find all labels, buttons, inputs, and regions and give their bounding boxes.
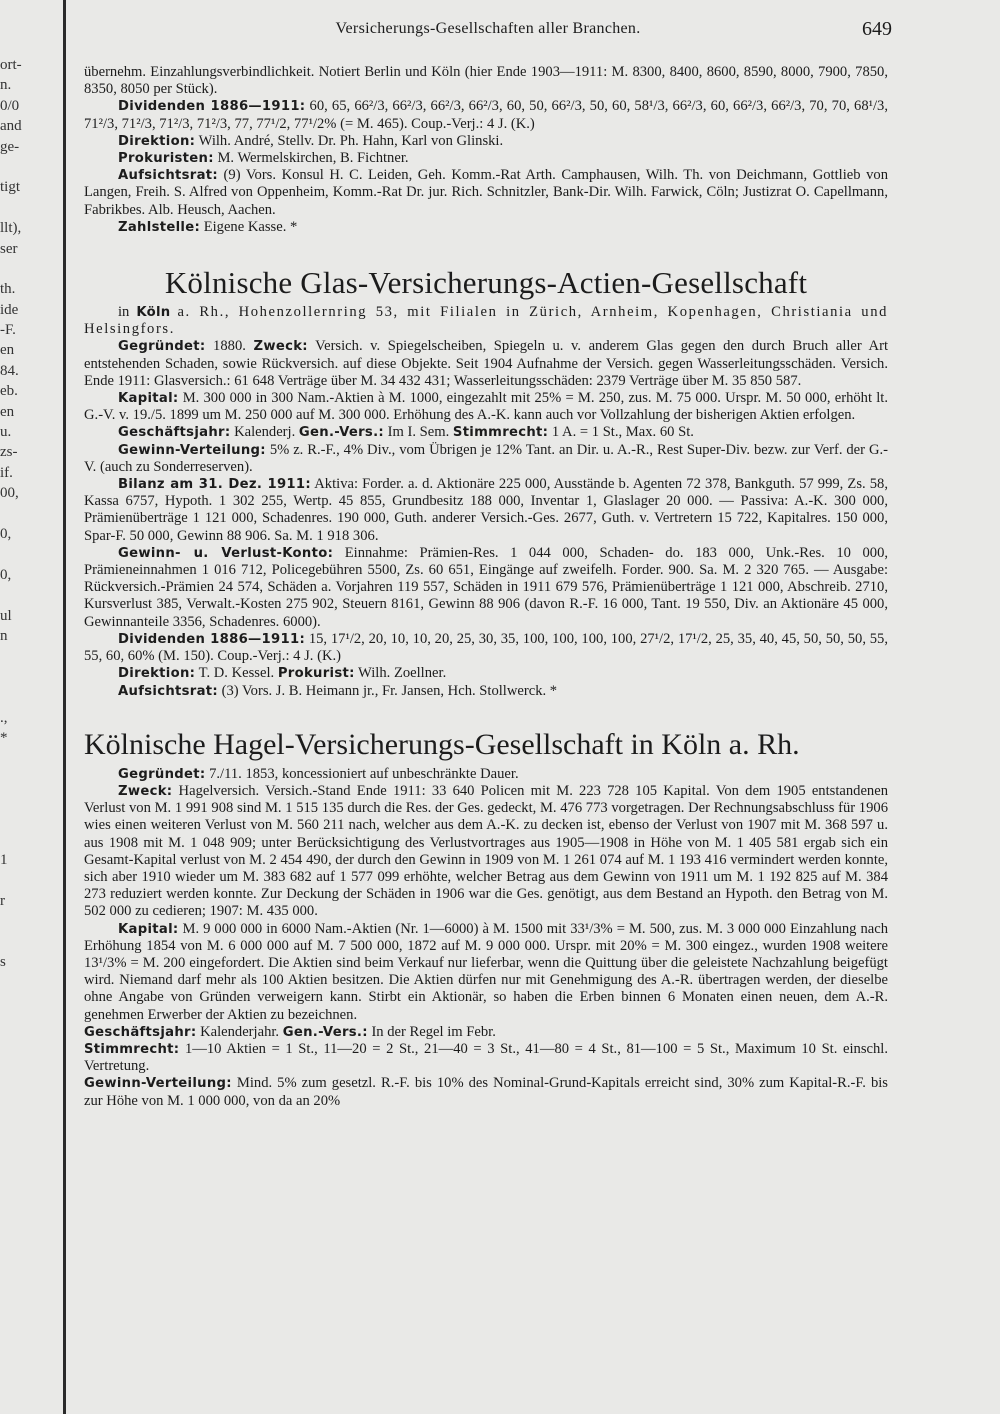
- margin-fragment: 0,: [0, 566, 12, 583]
- hagel-entry-title: Kölnische Hagel-Versicherungs-Gesellschaft in Köln a. Rh.: [84, 727, 800, 761]
- label-kapital: Kapital:: [118, 921, 179, 937]
- hagel-stimmrecht: [84, 1041, 888, 1075]
- page-number: 649: [862, 18, 892, 40]
- glas-guv: [84, 545, 888, 631]
- margin-fragment: [0, 585, 64, 605]
- glas-entry-title: Kölnische Glas-Versicherungs-Actien-Gesellschaft: [164, 265, 808, 301]
- prev-aufsichtsrat: [84, 167, 888, 219]
- label-gewinnverteilung: Gewinn-Verteilung:: [84, 1076, 232, 1092]
- margin-fragment: s: [0, 954, 6, 971]
- margin-fragment: ul: [0, 607, 12, 624]
- hagel-kap-text: M. 9 000 000 in 6000 Nam.-Aktien (Nr. 1—6000) à M. 1500 mit 33¹/3% = M. 500, zus. M. 3 000 000 Einzahlung nach Erhöhung 1854 von M. 6 000 000 auf M. 7 500 000, 1872 auf M. 9 000 000. Urspr. mit 20% = M. 300 eingez., wurden 1908 weitere 13¹/3% = M. 200 eingefordert. Die Aktien sind beim Verkauf nur lieferbar, wenn die Quittung über die geleistete Nachzahlung beigefügt wird. Niemand darf mehr als 100 Aktien besitzen. Die Aktien dürfen nur mit Genehmigung des A.-R. übertragen werden, der dieselbe ohne Angabe von Gründen verweigern kann. Stirbt ein Aktionär, so haben die Erben binnen 6 Monaten einen neuen, dem A.-R. genehmen Erwerber der Aktien zu bezeichnen.: [84, 920, 888, 1023]
- margin-fragment: n.: [0, 77, 12, 94]
- label-prokurist: Prokurist:: [277, 666, 355, 682]
- margin-fragment: llt),: [0, 220, 22, 237]
- label-dividenden: Dividenden 1886—1911:: [118, 631, 306, 647]
- label-direktion: Direktion:: [118, 133, 196, 149]
- hagel-gewinnverteilung: [84, 1075, 888, 1109]
- glas-kapital-text: M. 300 000 in 300 Nam.-Aktien à M. 1000, eingezahlt mit 25% = M. 250, zus. M. 75 000. Urspr. M. 50 000, erhöht lt. G.-V. v. 19./5. 1899 um M. 250 000 auf M. 300 000. Erhöhung des A.-K. kann auch vor Vollzahlung der bisherigen Aktien erfolgen.: [84, 390, 888, 424]
- glas-aufsichtsrat: [84, 683, 888, 700]
- hagel-kapital: [84, 921, 888, 1024]
- margin-fragment: [0, 198, 64, 218]
- margin-fragment: [0, 789, 64, 809]
- text-column: [84, 64, 888, 1110]
- glas-st-text: 1 A. = 1 St., Max. 60 St.: [551, 424, 694, 441]
- margin-fragment: en: [0, 403, 15, 420]
- glas-div-text: 15, 17¹/2, 20, 10, 10, 20, 25, 30, 35, 100, 100, 100, 100, 27¹/2, 17¹/2, 25, 35, 40, 45, 50, 50, 50, 55, 55, 60, 60% (M. 150). Coup.-Verj.: 4 J. (K.): [84, 630, 888, 665]
- margin-fragment: ide: [0, 301, 19, 318]
- glas-gj-text: Kalenderj.: [234, 424, 296, 441]
- prev-prokuristen: [84, 150, 888, 167]
- margin-fragment: u.: [0, 424, 12, 441]
- label-guv: Gewinn- u. Verlust-Konto:: [118, 545, 334, 561]
- glas-loc-pre: in: [118, 304, 130, 321]
- glas-dividenden: [84, 631, 888, 665]
- prev-dividends: [84, 98, 888, 132]
- prev-entry-paragraph: übernehm. Einzahlungsverbindlichkeit. Notiert Berlin und Köln (hier Ende 1903—1911: M. 8300, 8400, 8600, 8590, 8000, 7900, 7850, 8350, 8050 per Stück).: [84, 64, 888, 98]
- label-kapital: Kapital:: [118, 391, 179, 407]
- label-dividends: Dividenden 1886—1911:: [118, 99, 306, 115]
- margin-fragment: [0, 259, 64, 279]
- label-direktion: Direktion:: [118, 666, 196, 682]
- label-zahlstelle: Zahlstelle:: [118, 219, 201, 235]
- hagel-geschaeftsjahr: [84, 1024, 888, 1041]
- glas-ar-text: (3) Vors. J. B. Heimann jr., Fr. Jansen, Hch. Stollwerck. *: [221, 682, 558, 699]
- margin-fragment: [0, 871, 64, 891]
- glas-gewinnverteilung: [84, 442, 888, 476]
- glas-gw-text: 5% z. R.-F., 4% Div., vom Übrigen je 12% Tant. an Dir. u. A.-R., Rest Super-Div. bezw. zur Verf. der G.-V. (auch zu Sonderreserven).: [84, 441, 888, 475]
- glas-bilanz: [84, 476, 888, 545]
- margin-fragment: 84.: [0, 362, 19, 379]
- label-aufsichtsrat: Aufsichtsrat:: [118, 168, 218, 184]
- glas-kapital: [84, 390, 888, 424]
- glas-zweck-text: Versich. v. Spiegelscheiben, Spiegeln u. v. anderem Glas gegen den durch Bruch aller Art entstehenden Schaden, sowie Rückversich. auf diese Objekte. Seit 1904 Aufnahme der Versich. gegen Wasserleitungsschäden. Versich. Ende 1911: Glasversich.: 61 648 Verträge über M. 34 432 431; Wasserleitungsschäden: 2379 Verträge über M. 35 850 587.: [84, 338, 888, 389]
- label-zweck: Zweck:: [118, 783, 173, 799]
- margin-fragment: [0, 769, 64, 789]
- glas-geschaeftsjahr: [84, 424, 888, 441]
- margin-fragment: [0, 911, 64, 931]
- prev-dividends-text: 60, 65, 66²/3, 66²/3, 66²/3, 66²/3, 60, 50, 66²/3, 50, 60, 58¹/3, 66²/3, 60, 66²/3, 66²/3, 70, 70, 68¹/3, 71²/3, 71²/3, 71²/3, 71²/3, 77, 77¹/2, 77¹/2% (= M. 465). Coup.-Verj.: 4 J. (K.): [84, 98, 889, 132]
- glas-gegruendet-text: 1880.: [213, 338, 246, 355]
- margin-fragment: tigt: [0, 179, 21, 196]
- margin-fragment: ort-: [0, 57, 22, 73]
- prev-prokuristen-text: M. Wermelskirchen, B. Fichtner.: [217, 150, 409, 167]
- hagel-zweck-text: Hagelversich. Versich.-Stand Ende 1911: 33 640 Policen mit M. 223 728 105 Kapital. Von dem 1905 entstandenen Verlust von M. 1 991 908 sind M. 1 515 135 durch die Res. der Ges. gedeckt, M. 476 773 vorgetragen. Der Rechnungsabschluss für 1906 wies einen weiteren Verlust von M. 560 211 nach, welcher aus dem A.-K. zu decken ist, ebenso der Verlust von 1907 mit M. 368 597 u. aus 1908 mit M. 1 048 909; unter Berücksichtigung des Verlustvortrages aus 1905—1908 in Höhe von M. 1 405 581 ergab sich ein Gesamt-Kapital verlust von M. 2 454 490, der durch den Gewinn in 1909 von M. 1 261 074 auf M. 1 193 416 vermindert werden konnte, sich aber 1910 wieder um M. 383 682 auf 1 577 099 erhöhte, welcher Betrag aus dem Gewinn von 1911 um M. 1 192 825 auf M. 384 273 reduziert werden konnte. Zur Deckung der Schäden in 1906 war die Ges. genötigt, aus dem Bestand an Hypoth. den Betrag von M. 502 000 zu cedieren; 1907: M. 435 000.: [84, 782, 888, 920]
- label-gegruendet: Gegründet:: [118, 766, 206, 782]
- margin-fragment: 00,: [0, 485, 19, 502]
- glas-gegruendet: [84, 338, 888, 390]
- margin-fragment: and: [0, 118, 22, 135]
- label-gegruendet: Gegründet:: [118, 339, 206, 355]
- margin-fragment: [0, 687, 64, 707]
- hagel-gv-text: In der Regel im Febr.: [371, 1023, 496, 1040]
- label-stimmrecht: Stimmrecht:: [84, 1041, 180, 1057]
- margin-fragment: [0, 932, 64, 952]
- page-gutter-rule: [63, 0, 66, 1414]
- margin-fragment: th.: [0, 281, 16, 298]
- label-genvers: Gen.-Vers.:: [298, 425, 384, 441]
- glas-dir-text: T. D. Kessel.: [198, 665, 275, 682]
- glas-direktion: [84, 665, 888, 682]
- prev-zahlstelle-text: Eigene Kasse. *: [203, 218, 298, 235]
- margin-fragment: r: [0, 893, 5, 910]
- left-margin-fragments: [0, 55, 64, 973]
- margin-fragment: 0,: [0, 525, 12, 542]
- prev-zahlstelle: [84, 219, 888, 236]
- margin-fragment: [0, 748, 64, 768]
- hagel-gj-text: Kalenderjahr.: [200, 1023, 280, 1040]
- margin-fragment: n: [0, 627, 8, 644]
- running-header: Versicherungs-Gesellschaften aller Branchen.: [335, 20, 641, 37]
- glas-bilanz-text: Aktiva: Forder. a. d. Aktionäre 225 000, Ausstände b. Agenten 72 378, Bankguth. 57 999, Zs. 58, Kassa 6757, Hypoth. 1 302 255, Wertp. 45 855, Grundbesitz 188 000, Inventar 1, Glaslager 20 000. — Passiva: A.-K. 300 000, Prämienüberträge 1 121 000, Schadenres. 190 000, Guth. anderer Versich.-Ges. 2677, Guth. v. Vertretern 15 722, Kapitalres. 150 000, Spar-F. 50 000, Gewinn 88 906. Sa. M. 1 918 306.: [84, 476, 889, 544]
- glas-loc-text: a. Rh., Hohenzollernring 53, mit Filialen in Zürich, Arnheim, Kopenhagen, Christiania und Helsingfors.: [84, 304, 888, 338]
- margin-fragment: en: [0, 342, 15, 359]
- margin-fragment: ge-: [0, 138, 20, 155]
- label-geschaeftsjahr: Geschäftsjahr:: [118, 425, 231, 441]
- label-genvers: Gen.-Vers.:: [282, 1024, 368, 1040]
- label-geschaeftsjahr: Geschäftsjahr:: [84, 1024, 197, 1040]
- margin-fragment: zs-: [0, 444, 18, 461]
- glas-loc-city: Köln: [136, 305, 171, 321]
- margin-fragment: *: [0, 729, 8, 746]
- label-prokuristen: Prokuristen:: [118, 151, 214, 167]
- margin-fragment: [0, 667, 64, 687]
- margin-fragment: [0, 157, 64, 177]
- glas-gv-text: Im I. Sem.: [387, 424, 450, 441]
- prev-direktion: [84, 133, 888, 150]
- margin-fragment: 1: [0, 852, 8, 869]
- margin-fragment: .,: [0, 709, 8, 726]
- margin-fragment: [0, 646, 64, 666]
- label-aufsichtsrat: Aufsichtsrat:: [118, 683, 218, 699]
- label-gewinnverteilung: Gewinn-Verteilung:: [118, 442, 266, 458]
- label-zweck: Zweck:: [253, 339, 308, 355]
- prev-direktion-text: Wilh. André, Stellv. Dr. Ph. Hahn, Karl von Glinski.: [198, 132, 504, 149]
- hagel-gw-text: Mind. 5% zum gesetzl. R.-F. bis 10% des Nominal-Grund-Kapitals erreicht sind, 30% zum Kapital-R.-F. bis zur Höhe von M. 1 000 000, von da an 20%: [84, 1075, 888, 1109]
- margin-fragment: [0, 544, 64, 564]
- margin-fragment: ser: [0, 240, 18, 257]
- margin-fragment: [0, 830, 64, 850]
- margin-fragment: [0, 504, 64, 524]
- margin-fragment: if.: [0, 464, 13, 481]
- margin-fragment: eb.: [0, 383, 18, 400]
- margin-fragment: [0, 809, 64, 829]
- hagel-gegr-text: 7./11. 1853, koncessioniert auf unbeschränkte Dauer.: [209, 765, 519, 782]
- hagel-zweck: [84, 783, 888, 921]
- label-stimmrecht: Stimmrecht:: [452, 425, 549, 441]
- hagel-st-text: 1—10 Aktien = 1 St., 11—20 = 2 St., 21—40 = 3 St., 41—80 = 4 St., 81—100 = 5 St., Maximum 10 St. einschl. Vertretung.: [84, 1040, 888, 1075]
- label-bilanz: Bilanz am 31. Dez. 1911:: [118, 477, 311, 493]
- hagel-gegruendet: [84, 766, 888, 783]
- prev-aufsichtsrat-text: (9) Vors. Konsul H. C. Leiden, Geh. Komm.-Rat Arth. Camphausen, Wilh. Th. von Deichmann, Gottlieb von Langen, Freih. S. Alfred von Oppenheim, Komm.-Rat Dr. jur. Rich. Schnitzler, Bank-Dir. Wilh. Farwick, Cöln; Justizrat O. Capellmann, Fabrikbes. Alb. Heusch, Aachen.: [84, 167, 888, 218]
- glas-prok-text: Wilh. Zoellner.: [358, 665, 447, 682]
- glas-guv-text: Einnahme: Prämien-Res. 1 044 000, Schaden- do. 183 000, Unk.-Res. 10 000, Prämieneinnahmen 1 016 712, Policegebühren 5500, Zs. 60 651, Eingänge auf zweifelh. Forder. 900. Sa. M. 2 320 765. — Ausgabe: Rückversich.-Prämien 24 574, Schäden a. Vorjahren 119 557, Schäden in 1911 679 576, Prämienüberträge 1 121 000, Abschreib. 2710, Kursverlust 385, Verwalt.-Kosten 275 902, Steuern 8161, Gewinn 88 906 (davon R.-F. 16 000, Tant. 19 550, Div. an Aktionäre 45 000, Gewinnanteile 3356, Schadenres. 6000).: [84, 544, 889, 630]
- margin-fragment: -F.: [0, 322, 16, 339]
- margin-fragment: 0/0: [0, 97, 20, 114]
- glas-location: [84, 304, 888, 338]
